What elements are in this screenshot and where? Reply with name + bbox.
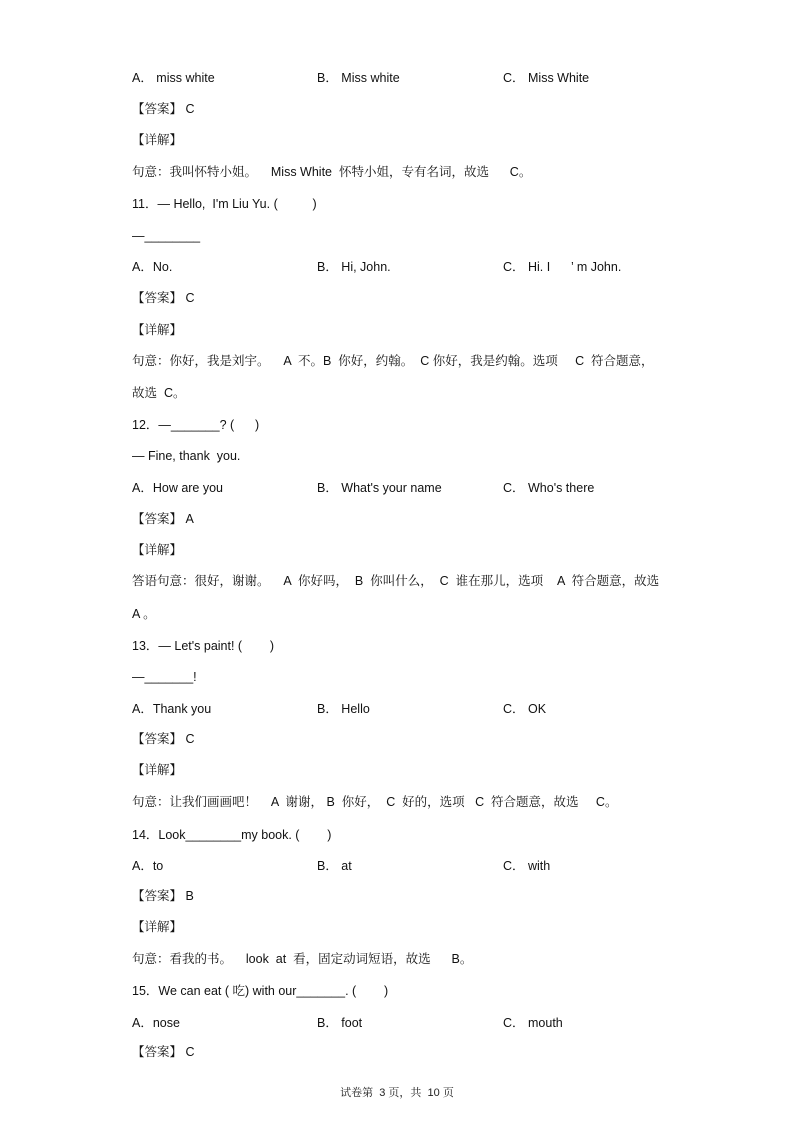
q14-option-a: A．to	[132, 859, 164, 873]
q15-option-c: C． mouth	[503, 1016, 563, 1030]
q12-explanation-line2: A 。	[132, 607, 156, 621]
q12-question: 12．—_______? ( )	[132, 418, 260, 432]
q11-blank: —________	[132, 229, 201, 243]
q12-reply: — Fine, thank you.	[132, 449, 241, 463]
q11-explanation-line1: 句意：你好，我是刘宇。 A 不。B 你好，约翰。 C 你好，我是约翰。选项 C 符合题意，	[132, 354, 654, 368]
q14-detail-label: 【详解】	[132, 920, 183, 934]
q13-option-c: C． OK	[503, 702, 547, 716]
q13-option-a: A．Thank you	[132, 702, 212, 716]
q14-question: 14．Look________my book. ( )	[132, 828, 332, 842]
q13-detail-label: 【详解】	[132, 763, 183, 777]
q14-option-b: B． at	[317, 859, 352, 873]
q11-answer: 【答案】 C	[132, 291, 195, 305]
q12-detail-label: 【详解】	[132, 543, 183, 557]
q10-detail-label: 【详解】	[132, 133, 183, 147]
q12-option-a: A．How are you	[132, 481, 224, 495]
q11-option-a: A．No.	[132, 260, 173, 274]
q15-option-a: A．nose	[132, 1016, 180, 1030]
q14-answer: 【答案】 B	[132, 889, 194, 903]
q13-option-b: B． Hello	[317, 702, 370, 716]
q11-option-c: C． Hi. I ’ m John.	[503, 260, 622, 274]
q10-option-a: A． miss white	[132, 71, 215, 85]
q14-explanation: 句意：看我的书。 look at 看，固定动词短语，故选 B。	[132, 952, 473, 966]
q13-question: 13．— Let's paint! ( )	[132, 639, 275, 653]
q10-option-c: C． Miss White	[503, 71, 590, 85]
q10-explanation: 句意：我叫怀特小姐。 Miss White 怀特小姐，专有名词，故选 C。	[132, 165, 532, 179]
q12-answer: 【答案】 A	[132, 512, 194, 526]
q10-option-b: B． Miss white	[317, 71, 400, 85]
q13-answer: 【答案】 C	[132, 732, 195, 746]
q11-explanation-line2: 故选 C。	[132, 386, 186, 400]
q12-option-c: C． Who's there	[503, 481, 595, 495]
q12-explanation-line1: 答语句意：很好，谢谢。 A 你好吗， B 你叫什么， C 谁在那儿，选项 A 符合题意，故选	[132, 574, 660, 588]
q15-question: 15．We can eat ( 吃) with our_______. ( )	[132, 984, 389, 998]
q11-question: 11．— Hello, I'm Liu Yu. ( )	[132, 197, 317, 211]
q14-option-c: C． with	[503, 859, 551, 873]
q13-explanation: 句意：让我们画画吧！ A 谢谢， B 你好， C 好的，选项 C 符合题意，故选 C。	[132, 795, 618, 809]
q11-detail-label: 【详解】	[132, 323, 183, 337]
q10-answer: 【答案】 C	[132, 102, 195, 116]
q11-option-b: B． Hi, John.	[317, 260, 391, 274]
q15-option-b: B． foot	[317, 1016, 363, 1030]
page-footer: 试卷第 3 页，共 10 页	[340, 1087, 454, 1099]
q15-answer: 【答案】 C	[132, 1045, 195, 1059]
q12-option-b: B． What's your name	[317, 481, 442, 495]
q13-blank: —_______!	[132, 670, 197, 684]
